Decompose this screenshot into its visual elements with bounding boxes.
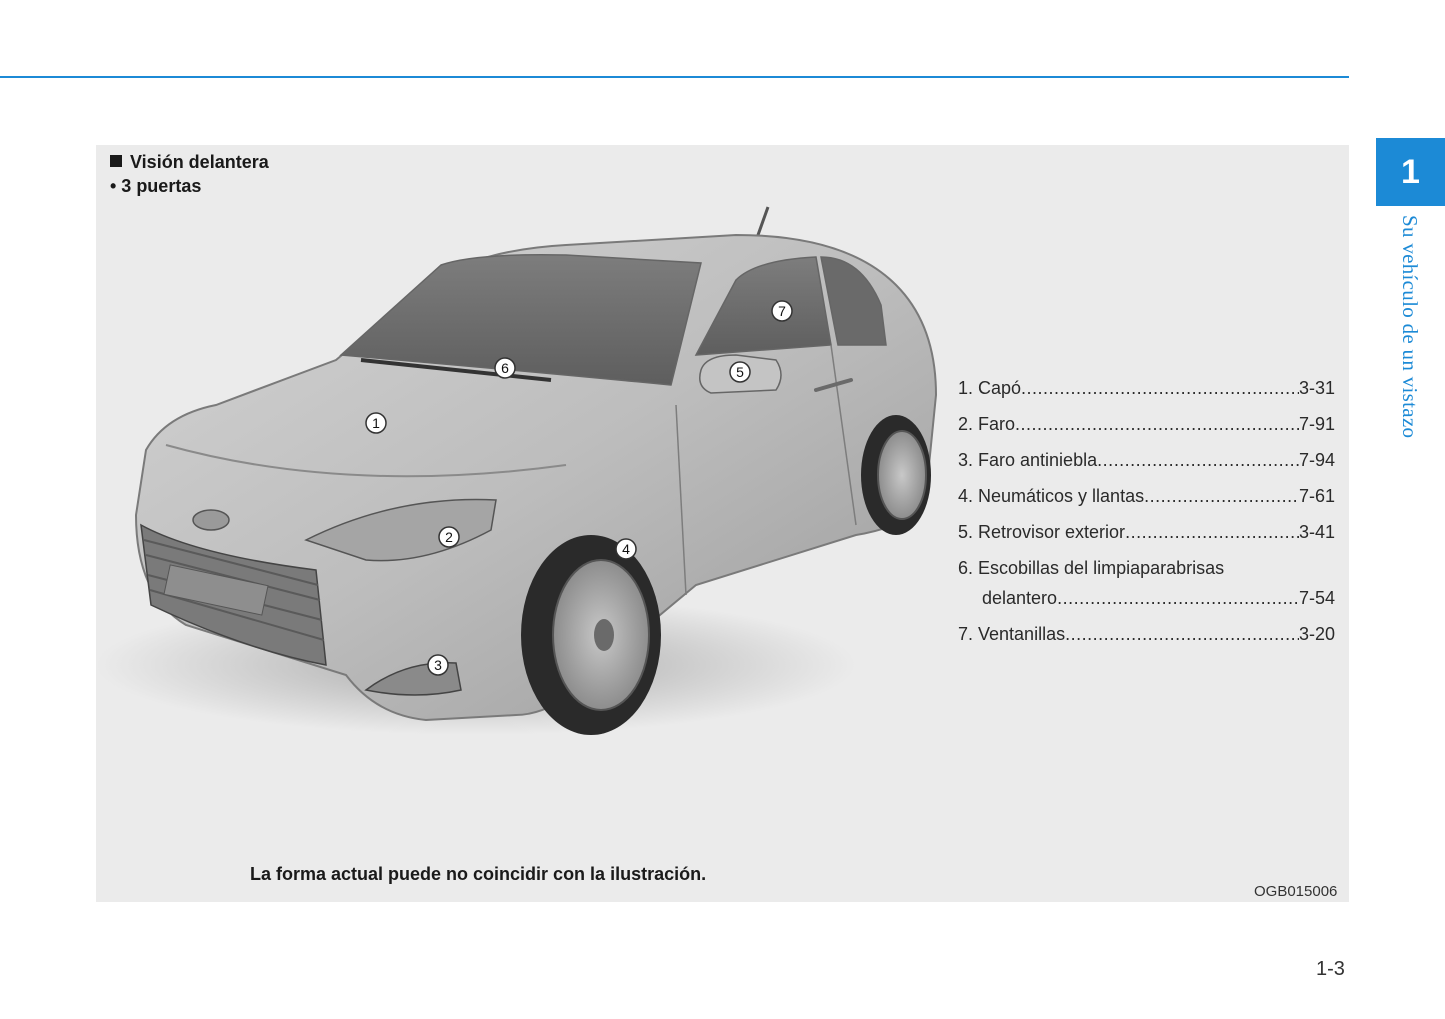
svg-text:1: 1 — [372, 415, 380, 431]
callout-5 — [730, 362, 750, 382]
figure-code: OGB015006 — [1254, 883, 1338, 900]
list-item: 1. Capó ..... 3-31 — [958, 378, 1335, 414]
list-item: 4. Neumáticos y llantas ..... 7-61 — [958, 486, 1335, 522]
list-item: 3. Faro antiniebla ..... 7-94 — [958, 450, 1335, 486]
callout-4 — [616, 539, 636, 559]
front-wheel — [521, 535, 661, 735]
chapter-tab — [1376, 138, 1445, 206]
rear-wheel — [861, 415, 931, 535]
svg-text:3: 3 — [434, 657, 442, 673]
svg-text:5: 5 — [736, 364, 744, 380]
list-item: 2. Faro ..... 7-91 — [958, 414, 1335, 450]
callout-3 — [428, 655, 448, 675]
page-number: 1-3 — [1316, 958, 1345, 980]
car-illustration — [96, 195, 956, 755]
callout-1 — [366, 413, 386, 433]
svg-text:2: 2 — [445, 529, 453, 545]
callout-7 — [772, 301, 792, 321]
section-title-text: Visión delantera — [130, 152, 269, 172]
parts-list — [958, 378, 1335, 660]
callout-2 — [439, 527, 459, 547]
list-item: 6. Escobillas del limpiaparabrisas — [958, 558, 1225, 578]
list-item: 5. Retrovisor exterior ..... 3-41 — [958, 522, 1335, 558]
chapter-number: 1 — [1401, 152, 1420, 191]
list-item-continuation: delantero ..... 7-54 — [958, 588, 1335, 624]
brand-emblem — [193, 510, 229, 530]
chapter-title: Su vehículo de un vistazo — [1398, 215, 1422, 439]
svg-text:7: 7 — [778, 303, 786, 319]
callout-6 — [495, 358, 515, 378]
section-title — [110, 152, 269, 173]
svg-text:4: 4 — [622, 541, 630, 557]
disclaimer-text: La forma actual puede no coincidir con la ilustración. — [250, 864, 707, 884]
car-antenna — [758, 207, 768, 235]
header-rule — [0, 76, 1349, 78]
square-bullet-icon — [110, 155, 122, 167]
section-subtitle: • 3 puertas — [110, 176, 202, 196]
svg-text:6: 6 — [501, 360, 509, 376]
list-item: 7. Ventanillas ..... 3-20 — [958, 624, 1335, 660]
